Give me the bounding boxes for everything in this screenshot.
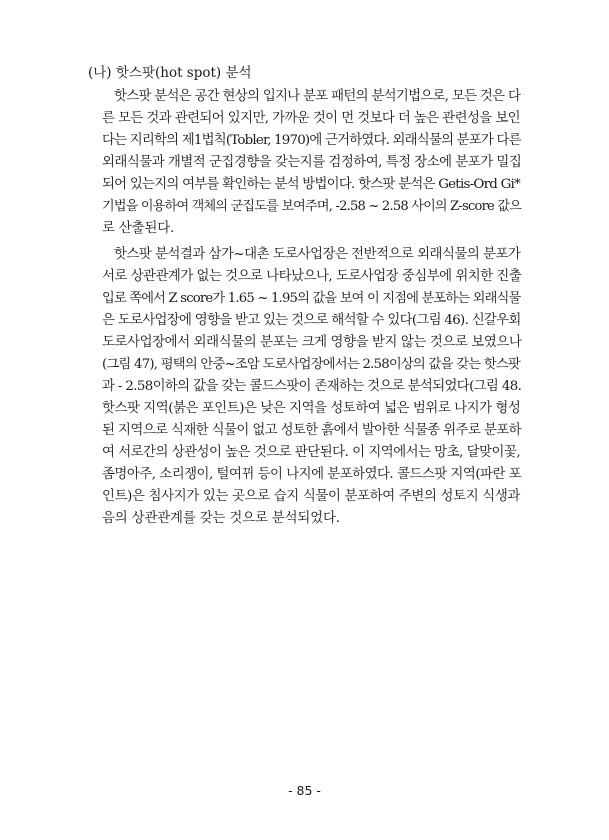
page-number: - 85 - [288, 783, 321, 798]
paragraph-line: 핫스팟 지역(붉은 포인트)은 낮은 지역을 성토하여 넓은 범위로 나지가 형성 [102, 401, 521, 416]
paragraph-line: 인트)은 침사지가 있는 곳으로 습지 식물이 분포하여 주변의 성토지 식생과 [102, 489, 520, 504]
paragraph-line: 된 지역으로 식재한 식물이 없고 성토한 흙에서 발아한 식물종 위주로 분포하 [102, 423, 521, 438]
paragraph-line: 핫스팟 분석은 공간 현상의 입지나 분포 패턴의 분석기법으로, 모든 것은 다 [114, 89, 521, 104]
paragraph-line: 되어 있는지의 여부를 확인하는 분석 방법이다. 핫스팟 분석은 Getis-Ord Gi* [102, 177, 521, 192]
section-heading: (나) 핫스팟(hot spot) 분석 [88, 65, 252, 81]
paragraph-line: 은 도로사업장에 영향을 받고 있는 것으로 해석할 수 있다(그림 46). 신갈우회 [102, 313, 521, 328]
paragraph-line: 기법을 이용하여 객체의 군집도를 보여주며, -2.58 ~ 2.58 사이의 Z-score 값으 [102, 199, 522, 214]
paragraph-line: (그림 47), 평택의 안중~조암 도로사업장에서는 2.58이상의 값을 갖는 핫스팟 [102, 357, 520, 372]
paragraph-line: 른 모든 것과 관련되어 있지만, 가까운 것이 먼 것보다 더 높은 관련성을 보인 [102, 111, 520, 126]
paragraph-line: 외래식물과 개별적 군집경향을 갖는지를 검정하여, 특정 장소에 분포가 밀집 [102, 155, 522, 170]
paragraph-line: 입로 쪽에서 Z score가 1.65 ~ 1.95의 값을 보여 이 지점에 분포하는 외래식물 [102, 291, 521, 306]
paragraph-line: 과 - 2.58이하의 값을 갖는 콜드스팟이 존재하는 것으로 분석되었다(그림 48. [102, 379, 522, 394]
paragraph-line: 음의 상관관계를 갖는 것으로 분석되었다. [102, 511, 340, 526]
paragraph-line: 다는 지리학의 제1법칙(Tobler, 1970)에 근거하였다. 외래식물의 분포가 다른 [102, 133, 521, 148]
paragraph-line: 서로 상관관계가 없는 것으로 나타났으나, 도로사업장 중심부에 위치한 진출 [102, 269, 522, 284]
paragraph-line: 로 산출된다. [102, 221, 175, 236]
paragraph-line: 핫스팟 분석결과 삼가~대촌 도로사업장은 전반적으로 외래식물의 분포가 [114, 247, 521, 262]
paragraph-line: 여 서로간의 상관성이 높은 것으로 판단된다. 이 지역에서는 망초, 달맞이꽃, [102, 445, 521, 460]
paragraph-line: 좀명아주, 소리쟁이, 털여뀌 등이 나지에 분포하였다. 콜드스팟 지역(파란 포 [102, 467, 522, 482]
paragraph-line: 도로사업장에서 외래식물의 분포는 크게 영향을 받지 않는 것으로 보였으나 [102, 335, 522, 350]
